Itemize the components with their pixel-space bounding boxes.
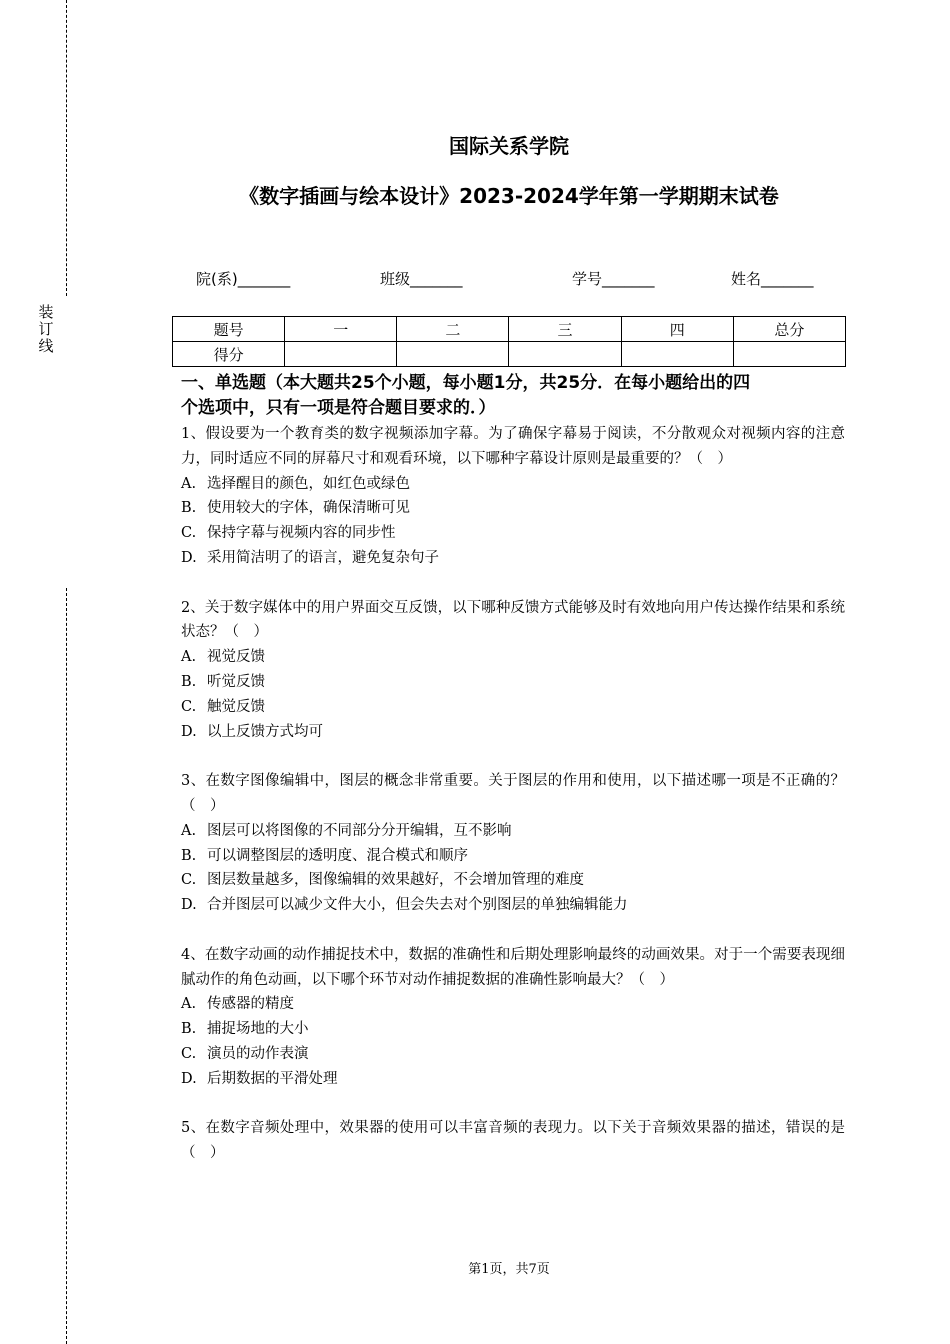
binding-label-char: 装	[38, 303, 54, 321]
option-text: 传感器的精度	[207, 996, 294, 1013]
option-letter: A.	[181, 822, 197, 839]
option-b[interactable]	[181, 670, 845, 695]
score-table-cell: 得分	[173, 342, 285, 367]
option-a[interactable]	[181, 992, 845, 1017]
option-c[interactable]	[181, 868, 845, 893]
score-input-cell[interactable]	[509, 342, 621, 367]
option-letter: A.	[181, 475, 197, 492]
binding-label	[36, 304, 56, 355]
binding-label-char: 订	[38, 320, 54, 338]
score-input-cell[interactable]	[733, 342, 845, 367]
option-d[interactable]	[181, 546, 845, 571]
option-text: 图层数量越多，图像编辑的效果越好，不会增加管理的难度	[207, 872, 584, 889]
question-stem: 3、在数字图像编辑中，图层的概念非常重要。关于图层的作用和使用，以下描述哪一项是不正确的？（ ）	[181, 773, 845, 814]
option-letter: C.	[181, 1045, 197, 1062]
name-field[interactable]: 姓名_______	[731, 270, 814, 288]
question-stem: 4、在数字动画的动作捕捉技术中，数据的准确性和后期处理影响最终的动画效果。对于一个需要表现细腻动作的角色动画，以下哪个环节对动作捕捉数据的准确性影响最大？（ ）	[181, 946, 845, 988]
page-footer: 第1页，共7页	[468, 1262, 550, 1277]
option-letter: C.	[181, 698, 197, 715]
section-heading-line: 一、单选题（本大题共25个小题，每小题1分，共25分．在每小题给出的四	[181, 373, 751, 393]
score-table-cell: 一	[285, 317, 397, 342]
option-text: 图层可以将图像的不同部分分开编辑，互不影响	[207, 822, 512, 839]
question-spacer	[181, 1092, 845, 1117]
option-letter: C.	[181, 872, 197, 889]
option-a[interactable]	[181, 819, 845, 844]
score-table-cell: 二	[397, 317, 509, 342]
question-2	[181, 596, 845, 745]
option-letter: D.	[181, 1070, 197, 1087]
option-letter: C.	[181, 525, 197, 542]
option-d[interactable]	[181, 1067, 845, 1092]
option-letter: A.	[181, 649, 197, 666]
option-text: 使用较大的字体，确保清晰可见	[207, 500, 410, 517]
score-input-cell[interactable]	[621, 342, 733, 367]
binding-label-char: 线	[38, 337, 54, 355]
score-table-cell: 四	[621, 317, 733, 342]
option-d[interactable]	[181, 893, 845, 918]
option-text: 保持字幕与视频内容的同步性	[207, 525, 396, 542]
option-text: 触觉反馈	[207, 698, 265, 715]
exam-title: 《数字插画与绘本设计》2023-2024学年第一学期期末试卷	[239, 184, 779, 208]
binding-line-bottom	[66, 588, 67, 1344]
option-text: 采用简洁明了的语言，避免复杂句子	[207, 549, 439, 566]
score-table-cell: 三	[509, 317, 621, 342]
question-3	[181, 769, 845, 918]
student-id-field[interactable]: 学号_______	[572, 270, 655, 288]
option-c[interactable]	[181, 521, 845, 546]
option-text: 可以调整图层的透明度、混合模式和顺序	[207, 847, 468, 864]
option-text: 以上反馈方式均可	[207, 723, 323, 740]
option-letter: A.	[181, 996, 197, 1013]
option-b[interactable]	[181, 1017, 845, 1042]
option-a[interactable]	[181, 645, 845, 670]
option-b[interactable]	[181, 844, 845, 869]
option-letter: B.	[181, 847, 197, 864]
question-5	[181, 1116, 845, 1166]
class-field[interactable]: 班级_______	[380, 270, 463, 288]
score-table-score-row	[173, 342, 846, 367]
score-table-header-row	[173, 317, 846, 342]
question-4	[181, 943, 845, 1092]
question-spacer	[181, 571, 845, 596]
department-field[interactable]: 院(系)_______	[196, 270, 291, 288]
option-text: 选择醒目的颜色，如红色或绿色	[207, 475, 410, 492]
option-a[interactable]	[181, 472, 845, 497]
score-input-cell[interactable]	[285, 342, 397, 367]
option-letter: B.	[181, 1021, 197, 1038]
option-letter: B.	[181, 500, 197, 517]
score-table	[172, 316, 846, 367]
option-d[interactable]	[181, 720, 845, 745]
question-spacer	[181, 918, 845, 943]
option-text: 捕捉场地的大小	[207, 1021, 309, 1038]
option-letter: D.	[181, 723, 197, 740]
school-title: 国际关系学院	[449, 134, 569, 158]
option-c[interactable]	[181, 1042, 845, 1067]
option-text: 听觉反馈	[207, 673, 265, 690]
option-c[interactable]	[181, 695, 845, 720]
option-text: 合并图层可以减少文件大小，但会失去对个别图层的单独编辑能力	[207, 897, 628, 914]
option-text: 后期数据的平滑处理	[207, 1070, 338, 1087]
option-letter: D.	[181, 549, 197, 566]
question-stem: 2、关于数字媒体中的用户界面交互反馈，以下哪种反馈方式能够及时有效地向用户传达操作结果和系统状态？（ ）	[181, 599, 845, 641]
option-text: 视觉反馈	[207, 649, 265, 666]
question-stem: 1、假设要为一个教育类的数字视频添加字幕。为了确保字幕易于阅读，不分散观众对视频内容的注意力，同时适应不同的屏幕尺寸和观看环境，以下哪种字幕设计原则是最重要的？（ ）	[181, 426, 845, 467]
question-spacer	[181, 744, 845, 769]
section-heading-line: 个选项中，只有一项是符合题目要求的．）	[181, 398, 496, 418]
score-table-cell: 总分	[733, 317, 845, 342]
option-letter: D.	[181, 897, 197, 914]
question-stem: 5、在数字音频处理中，效果器的使用可以丰富音频的表现力。以下关于音频效果器的描述，错误的是（ ）	[181, 1120, 845, 1162]
score-input-cell[interactable]	[397, 342, 509, 367]
option-letter: B.	[181, 673, 197, 690]
section-heading	[181, 371, 845, 421]
question-1	[181, 422, 845, 571]
score-table-cell: 题号	[173, 317, 285, 342]
option-text: 演员的动作表演	[207, 1045, 309, 1062]
option-b[interactable]	[181, 496, 845, 521]
exam-content	[181, 371, 845, 1166]
